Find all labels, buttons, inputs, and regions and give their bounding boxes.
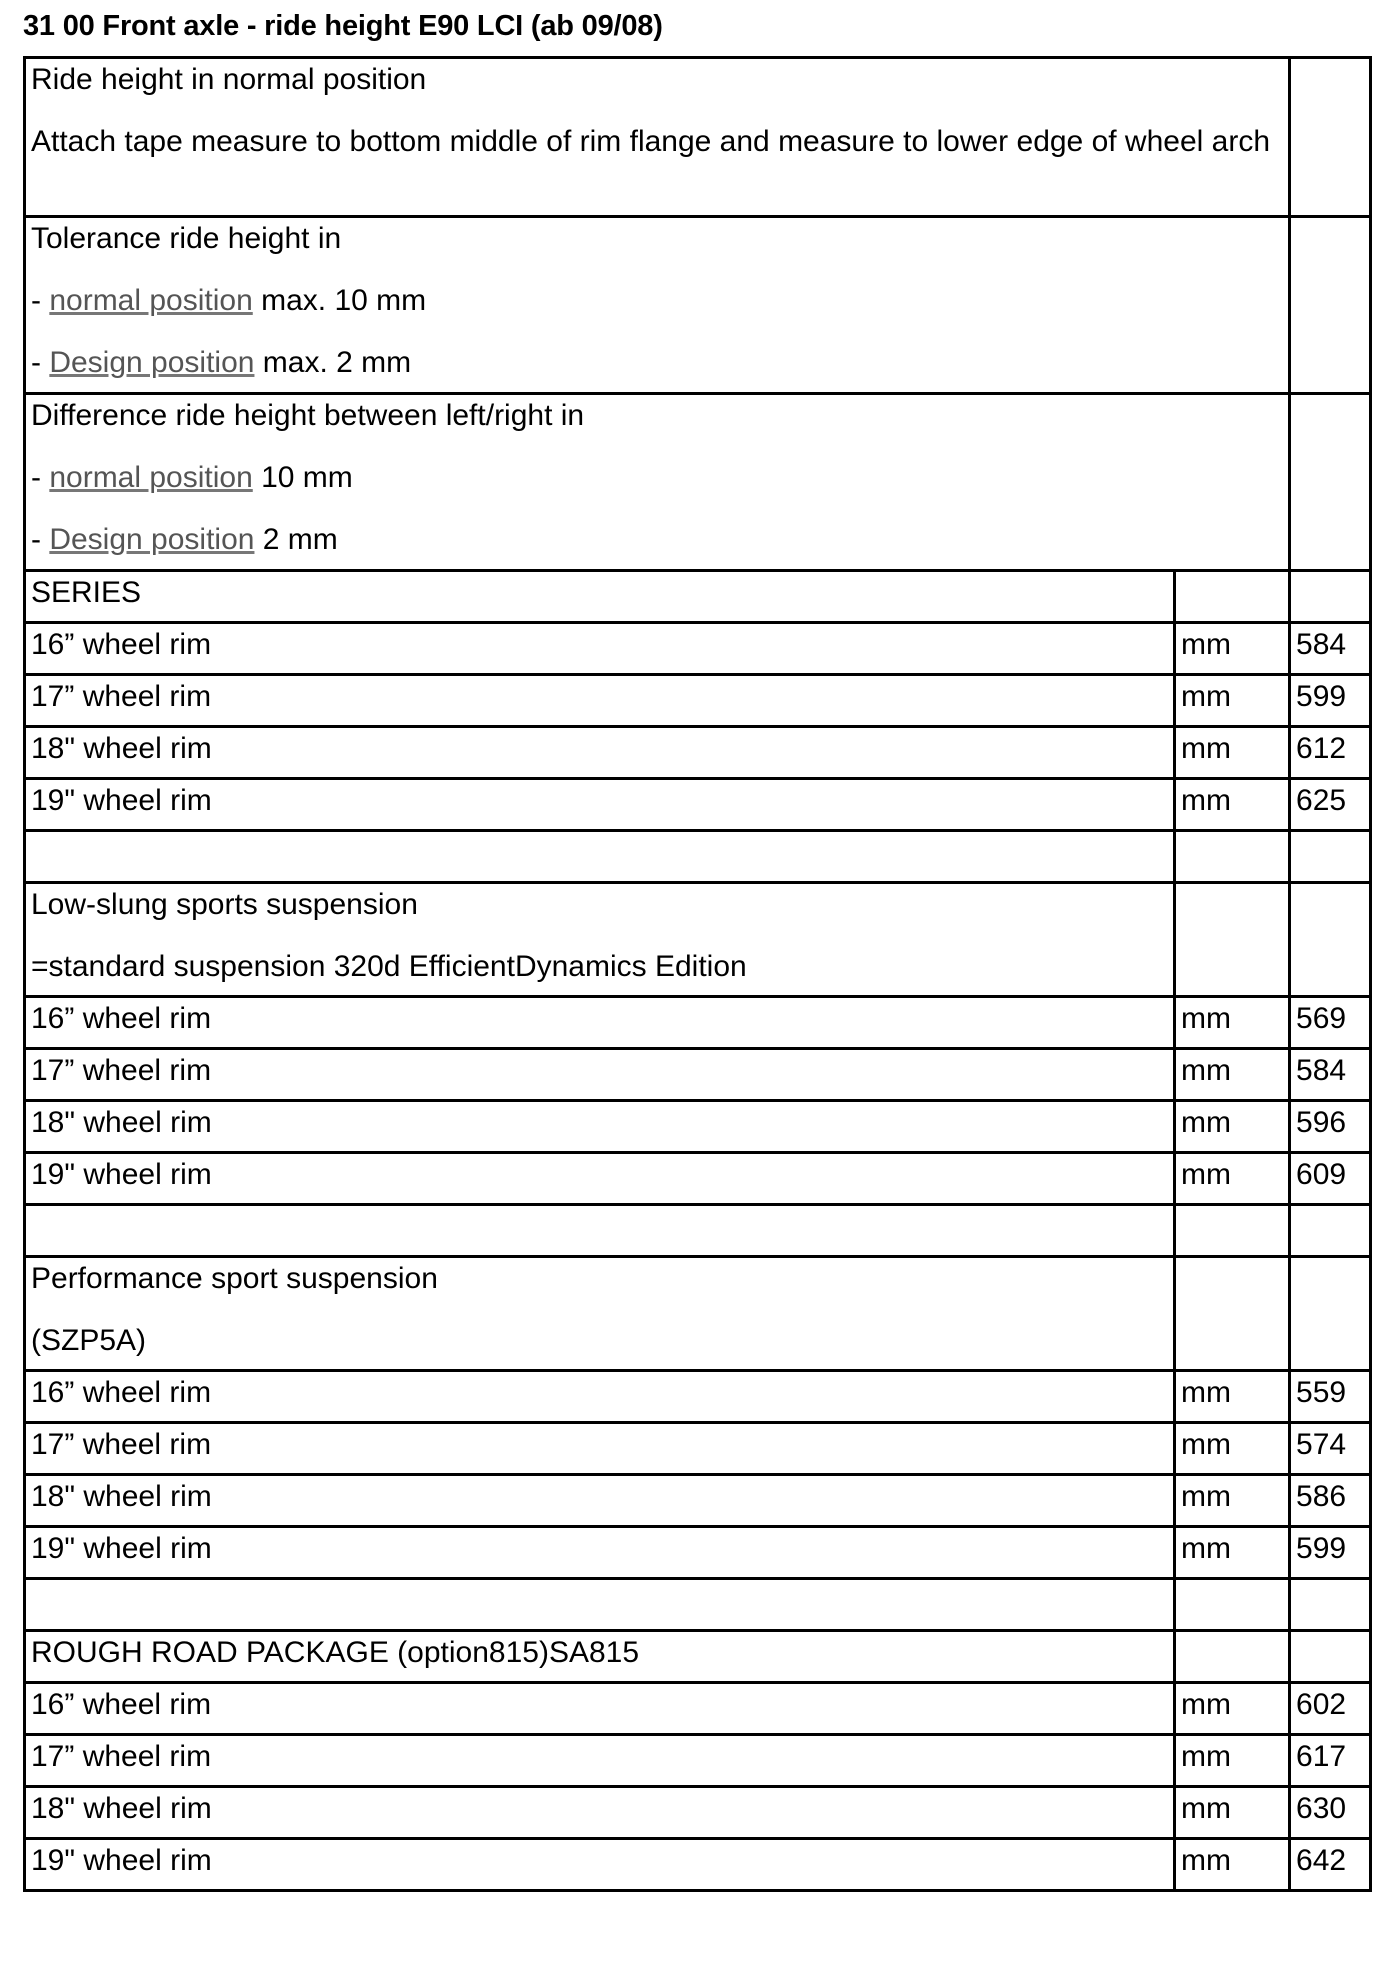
- section-header-row: [25, 1631, 1371, 1683]
- rim-size-label: 16” wheel rim: [25, 1683, 1175, 1735]
- rim-size-label: 18" wheel rim: [25, 1787, 1175, 1839]
- table-row: [25, 727, 1371, 779]
- rim-size-label: 17” wheel rim: [25, 1049, 1175, 1101]
- difference-design-line: [31, 521, 1283, 559]
- rim-size-label: 19" wheel rim: [25, 779, 1175, 831]
- rim-size-label: 16” wheel rim: [25, 1371, 1175, 1423]
- empty-cell: [1290, 1257, 1371, 1371]
- unit-cell: mm: [1175, 779, 1290, 831]
- table-row: [25, 1735, 1371, 1787]
- section-subheading: (SZP5A): [31, 1324, 147, 1357]
- normal-position-link[interactable]: normal position: [49, 461, 253, 494]
- section-heading: Low-slung sports suspension: [31, 888, 418, 921]
- unit-cell: mm: [1175, 1423, 1290, 1475]
- table-row: [25, 997, 1371, 1049]
- section-heading: Performance sport suspension: [31, 1262, 438, 1295]
- difference-note-row: [25, 394, 1371, 571]
- empty-cell: [1290, 1579, 1371, 1631]
- rim-size-label: 19" wheel rim: [25, 1527, 1175, 1579]
- table-row: [25, 1049, 1371, 1101]
- table-row: [25, 1839, 1371, 1891]
- value-cell: 569: [1290, 997, 1371, 1049]
- table-row: [25, 1423, 1371, 1475]
- difference-design-value: 2 mm: [254, 523, 338, 556]
- difference-note: [25, 394, 1290, 571]
- tolerance-note-row: [25, 217, 1371, 394]
- blank-row: [25, 1205, 1371, 1257]
- dash: -: [31, 461, 50, 494]
- value-cell: 612: [1290, 727, 1371, 779]
- unit-cell: mm: [1175, 1475, 1290, 1527]
- empty-cell: [1290, 883, 1371, 997]
- empty-cell: [1175, 1205, 1290, 1257]
- unit-cell: mm: [1175, 675, 1290, 727]
- unit-cell: mm: [1175, 997, 1290, 1049]
- empty-cell: [1175, 571, 1290, 623]
- rim-size-label: 16” wheel rim: [25, 623, 1175, 675]
- value-cell: 630: [1290, 1787, 1371, 1839]
- value-cell: 584: [1290, 623, 1371, 675]
- empty-cell: [1175, 1579, 1290, 1631]
- table-row: [25, 675, 1371, 727]
- ride-height-table: [23, 56, 1372, 1892]
- empty-cell: [1290, 58, 1371, 217]
- value-cell: 559: [1290, 1371, 1371, 1423]
- section-heading-rough-road: ROUGH ROAD PACKAGE (option815)SA815: [25, 1631, 1175, 1683]
- ride-height-note-line1: Ride height in normal position: [31, 63, 427, 96]
- tolerance-note: [25, 217, 1290, 394]
- dash: -: [31, 284, 50, 317]
- table-row: [25, 1683, 1371, 1735]
- ride-height-note: [25, 58, 1290, 217]
- rim-size-label: 19" wheel rim: [25, 1839, 1175, 1891]
- empty-cell: [1290, 217, 1371, 394]
- rim-size-label: 18" wheel rim: [25, 1475, 1175, 1527]
- empty-cell: [1290, 1205, 1371, 1257]
- section-subheading: =standard suspension 320d EfficientDynamics Edition: [31, 950, 747, 983]
- unit-cell: mm: [1175, 1049, 1290, 1101]
- value-cell: 574: [1290, 1423, 1371, 1475]
- table-row: [25, 1787, 1371, 1839]
- empty-cell: [1290, 571, 1371, 623]
- blank-row: [25, 1579, 1371, 1631]
- unit-cell: mm: [1175, 1153, 1290, 1205]
- difference-heading: Difference ride height between left/right in: [31, 399, 585, 432]
- ride-height-note-row: [25, 58, 1371, 217]
- value-cell: 642: [1290, 1839, 1371, 1891]
- unit-cell: mm: [1175, 1787, 1290, 1839]
- unit-cell: mm: [1175, 727, 1290, 779]
- tolerance-design-line: [31, 344, 1283, 382]
- tolerance-design-value: max. 2 mm: [254, 346, 412, 379]
- value-cell: 602: [1290, 1683, 1371, 1735]
- table-row: [25, 1475, 1371, 1527]
- empty-cell: [1290, 1631, 1371, 1683]
- table-row: [25, 1101, 1371, 1153]
- section-heading-low-slung: [25, 883, 1175, 997]
- value-cell: 596: [1290, 1101, 1371, 1153]
- section-heading-series: SERIES: [25, 571, 1175, 623]
- empty-cell: [1175, 1257, 1290, 1371]
- value-cell: 584: [1290, 1049, 1371, 1101]
- table-row: [25, 779, 1371, 831]
- value-cell: 586: [1290, 1475, 1371, 1527]
- empty-cell: [25, 1205, 1175, 1257]
- difference-normal-value: 10 mm: [252, 461, 353, 494]
- rim-size-label: 17” wheel rim: [25, 1735, 1175, 1787]
- empty-cell: [25, 831, 1175, 883]
- value-cell: 617: [1290, 1735, 1371, 1787]
- tolerance-normal-line: [31, 282, 1283, 320]
- rim-size-label: 18" wheel rim: [25, 1101, 1175, 1153]
- empty-cell: [1175, 1631, 1290, 1683]
- section-header-row: [25, 571, 1371, 623]
- rim-size-label: 18" wheel rim: [25, 727, 1175, 779]
- section-header-row: [25, 883, 1371, 997]
- empty-cell: [1175, 831, 1290, 883]
- value-cell: 609: [1290, 1153, 1371, 1205]
- section-header-row: [25, 1257, 1371, 1371]
- empty-cell: [1290, 394, 1371, 571]
- dash: -: [31, 346, 50, 379]
- rim-size-label: 16” wheel rim: [25, 997, 1175, 1049]
- rim-size-label: 17” wheel rim: [25, 675, 1175, 727]
- unit-cell: mm: [1175, 1683, 1290, 1735]
- design-position-link[interactable]: Design position: [49, 523, 255, 556]
- page-title: 31 00 Front axle - ride height E90 LCI (ab 09/08): [23, 10, 663, 42]
- normal-position-link[interactable]: normal position: [49, 284, 253, 317]
- unit-cell: mm: [1175, 1735, 1290, 1787]
- value-cell: 599: [1290, 1527, 1371, 1579]
- tolerance-normal-value: max. 10 mm: [252, 284, 427, 317]
- value-cell: 599: [1290, 675, 1371, 727]
- table-row: [25, 1527, 1371, 1579]
- dash: -: [31, 523, 50, 556]
- unit-cell: mm: [1175, 1527, 1290, 1579]
- section-heading-performance: [25, 1257, 1175, 1371]
- empty-cell: [1175, 883, 1290, 997]
- blank-row: [25, 831, 1371, 883]
- unit-cell: mm: [1175, 1101, 1290, 1153]
- table-row: [25, 1153, 1371, 1205]
- rim-size-label: 17” wheel rim: [25, 1423, 1175, 1475]
- design-position-link[interactable]: Design position: [49, 346, 255, 379]
- ride-height-note-line2: Attach tape measure to bottom middle of rim flange and measure to lower edge of wheel arch: [31, 125, 1271, 158]
- empty-cell: [25, 1579, 1175, 1631]
- unit-cell: mm: [1175, 1371, 1290, 1423]
- table-row: [25, 1371, 1371, 1423]
- tolerance-heading: Tolerance ride height in: [31, 222, 342, 255]
- rim-size-label: 19" wheel rim: [25, 1153, 1175, 1205]
- table-row: [25, 623, 1371, 675]
- empty-cell: [1290, 831, 1371, 883]
- value-cell: 625: [1290, 779, 1371, 831]
- unit-cell: mm: [1175, 623, 1290, 675]
- unit-cell: mm: [1175, 1839, 1290, 1891]
- difference-normal-line: [31, 459, 1283, 497]
